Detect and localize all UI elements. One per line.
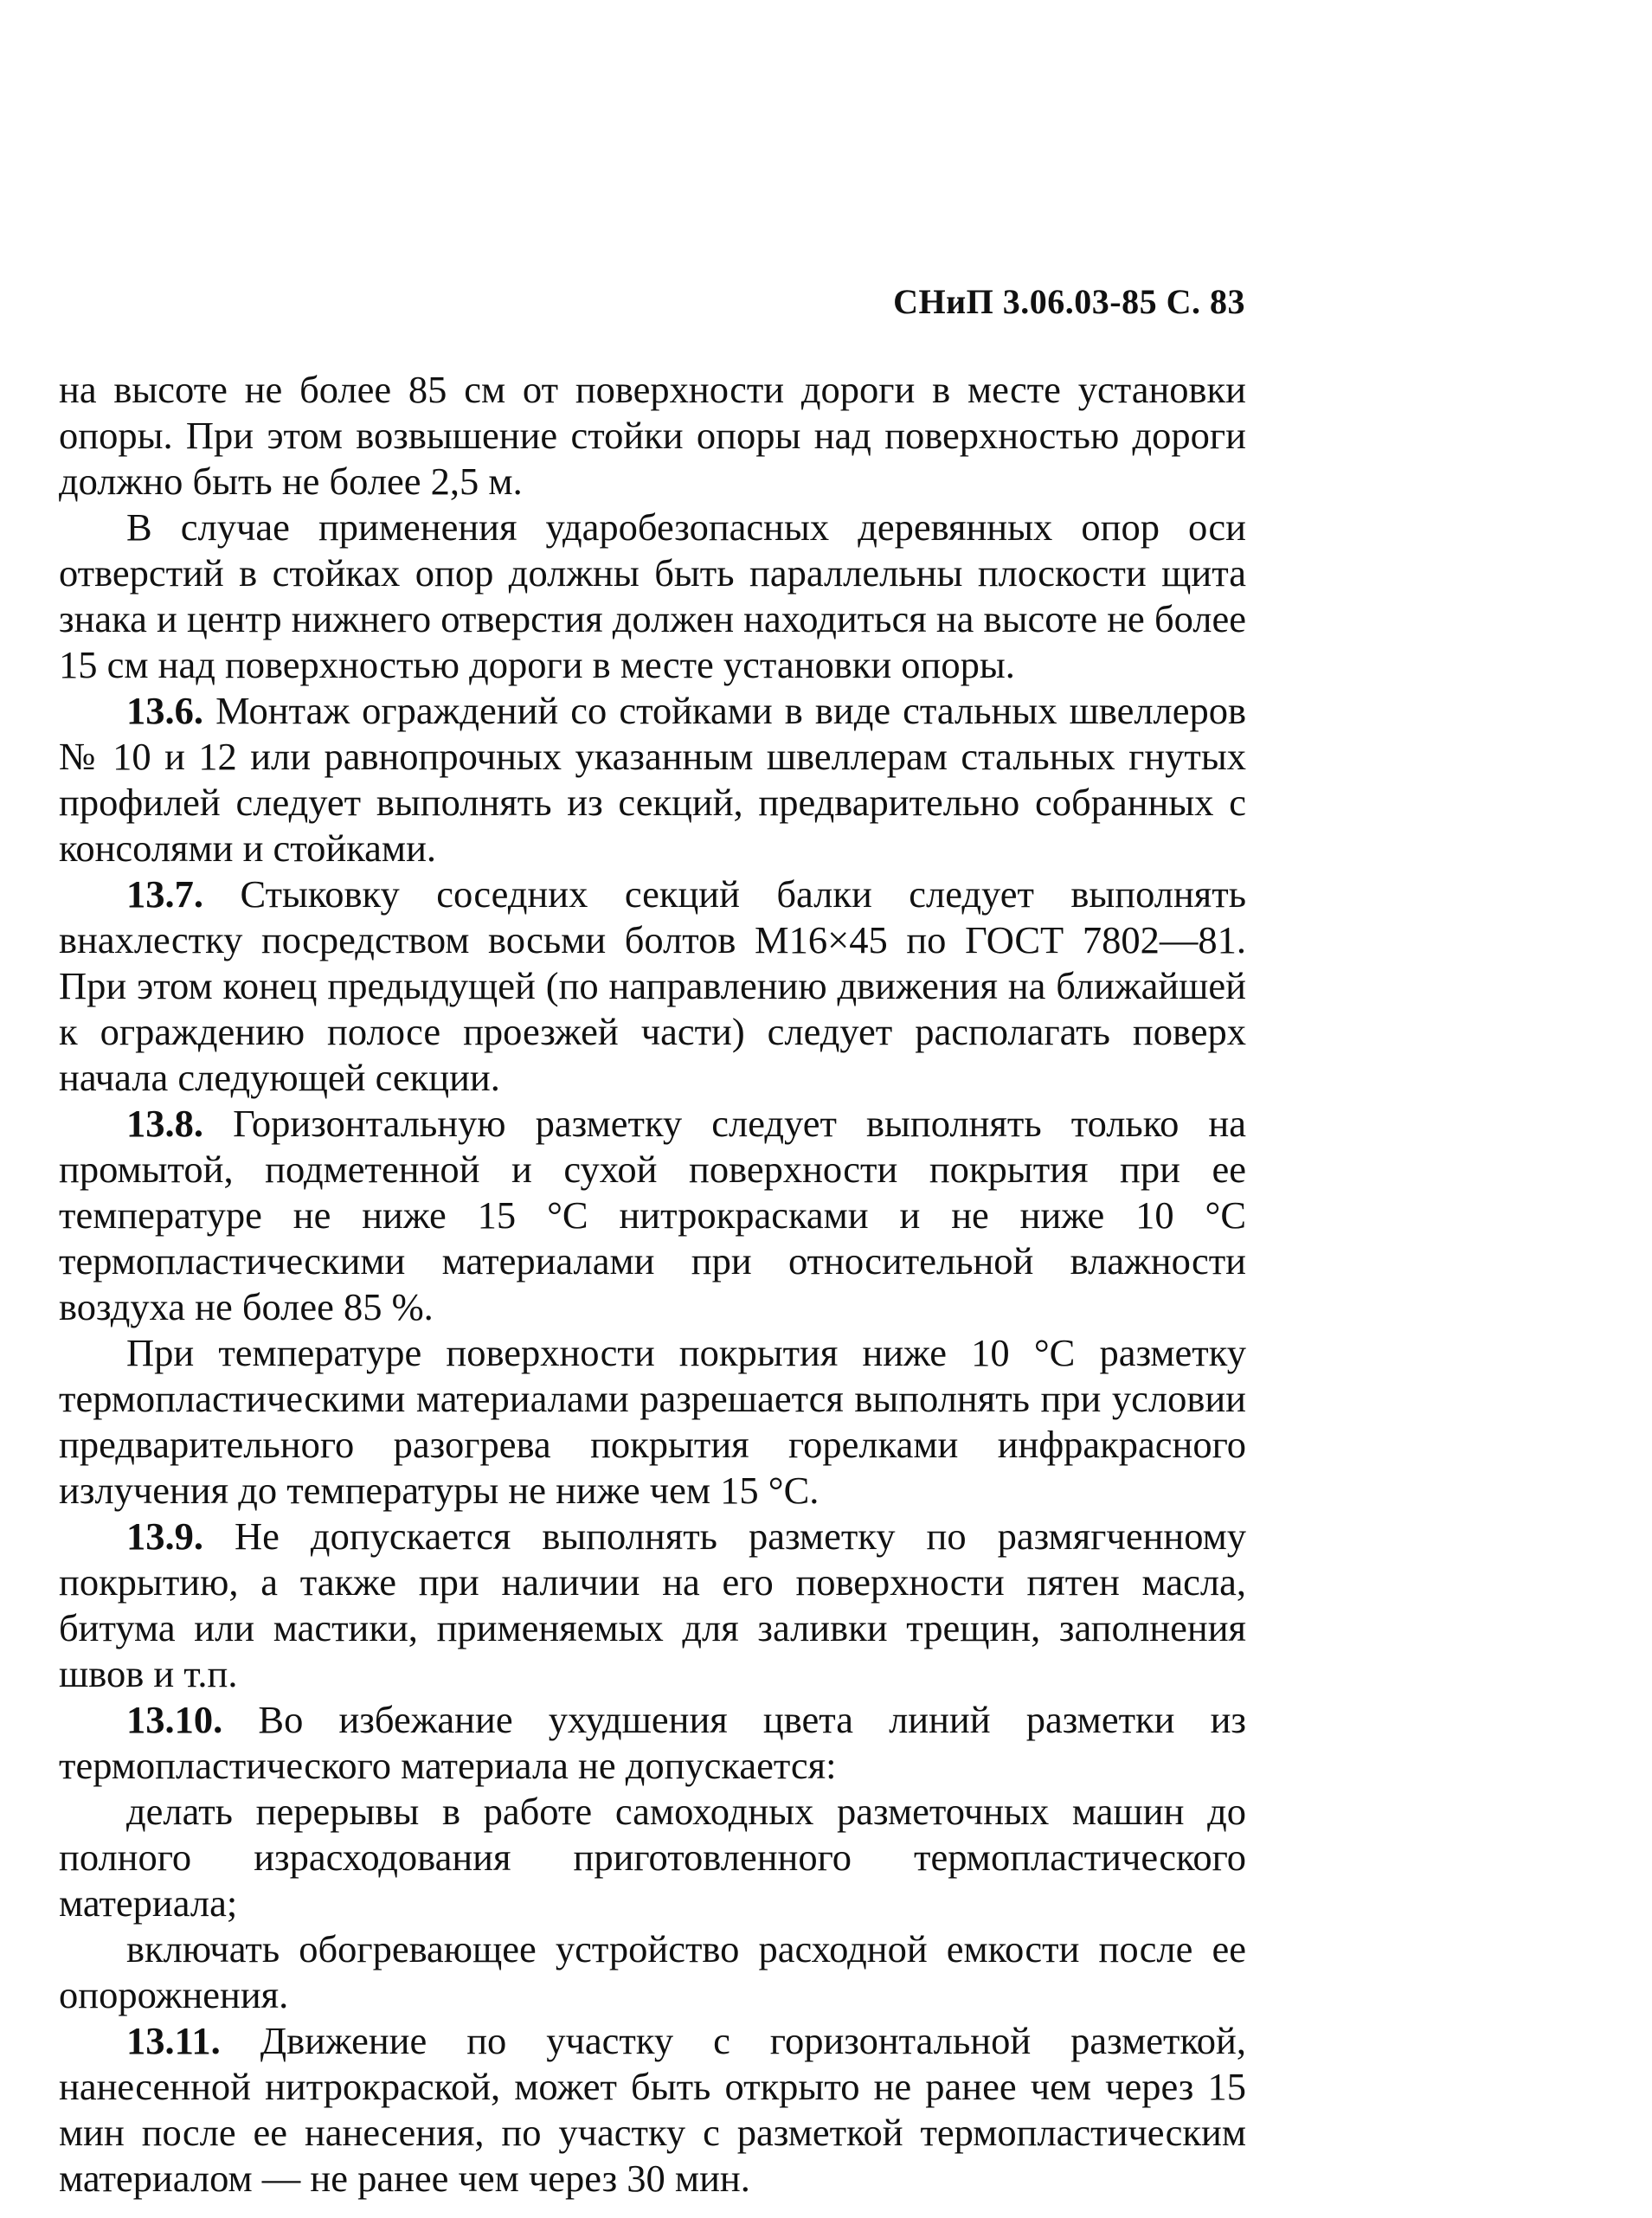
paragraph-low-temperature	[59, 1330, 1246, 1514]
clause-text: Монтаж ограждений со стойками в виде стальных швеллеров № 10 и 12 или равнопрочных указанным швеллерам стальных гнутых профилей следует выполнять из секций, предварительно собранных с консолями и стойками.	[59, 689, 1247, 870]
document-body	[59, 367, 1246, 2202]
list-item-breaks	[59, 1789, 1246, 1926]
clause-number: 13.7.	[126, 872, 203, 916]
clause-number: 13.9.	[126, 1514, 203, 1558]
clause-number: 13.8.	[126, 1102, 203, 1145]
clause-13-8	[59, 1101, 1246, 1330]
paragraph-wooden-supports	[59, 505, 1246, 688]
clause-text: Движение по участку с горизонтальной разметкой, нанесенной нитрокраской, может быть открыто не ранее чем через 15 мин после ее нанесения, по участку с разметкой термопластическим материалом — не ранее чем через 30 мин.	[59, 2019, 1246, 2200]
list-item-text: включать обогревающее устройство расходной емкости после ее опорожнения.	[59, 1927, 1246, 2016]
clause-text: Горизонтальную разметку следует выполнять только на промытой, подметенной и сухой поверхности покрытия при ее температуре не ниже 15 °С нитрокрасками и не ниже 10 °С термопластическими материалами при относительной влажности воздуха не более 85 %.	[59, 1102, 1246, 1328]
page-header: СНиП 3.06.03-85 С. 83	[893, 282, 1245, 321]
clause-13-6	[59, 688, 1246, 871]
clause-text: Стыковку соседних секций балки следует выполнять внахлестку посредством восьми болтов М16×45 по ГОСТ 7802—81. При этом конец предыдущей (по направлению движения на ближайшей к ограждению полосе проезжей части) следует располагать поверх начала следующей секции.	[59, 872, 1247, 1099]
paragraph-continuation	[59, 367, 1246, 505]
clause-text: Во избежание ухудшения цвета линий разметки из термопластического материала не допускается:	[59, 1698, 1247, 1787]
clause-13-10	[59, 1697, 1246, 1789]
clause-number: 13.11.	[126, 2019, 221, 2062]
clause-13-11	[59, 2018, 1246, 2202]
clause-13-7	[59, 871, 1246, 1101]
clause-number: 13.6.	[126, 689, 203, 732]
paragraph-text: на высоте не более 85 см от поверхности дороги в месте установки опоры. При этом возвышение стойки опоры над поверхностью дороги должно быть не более 2,5 м.	[59, 368, 1246, 503]
clause-text: Не допускается выполнять разметку по размягченному покрытию, а также при наличии на его поверхности пятен масла, битума или мастики, применяемых для заливки трещин, заполнения швов и т.п.	[59, 1514, 1247, 1695]
paragraph-text: В случае применения ударобезопасных деревянных опор оси отверстий в стойках опор должны быть параллельны плоскости щита знака и центр нижнего отверстия должен находиться на высоте не более 15 см над поверхностью дороги в месте установки опоры.	[59, 505, 1246, 686]
paragraph-text: При температуре поверхности покрытия ниже 10 °С разметку термопластическими материалами разрешается выполнять при условии предварительного разогрева покрытия горелками инфракрасного излучения до температуры не ниже чем 15 °С.	[59, 1331, 1246, 1512]
list-item-text: делать перерывы в работе самоходных разметочных машин до полного израсходования приготовленного термопластического материала;	[59, 1790, 1246, 1925]
clause-number: 13.10.	[126, 1698, 223, 1741]
clause-13-9	[59, 1514, 1246, 1697]
list-item-heating	[59, 1926, 1246, 2018]
